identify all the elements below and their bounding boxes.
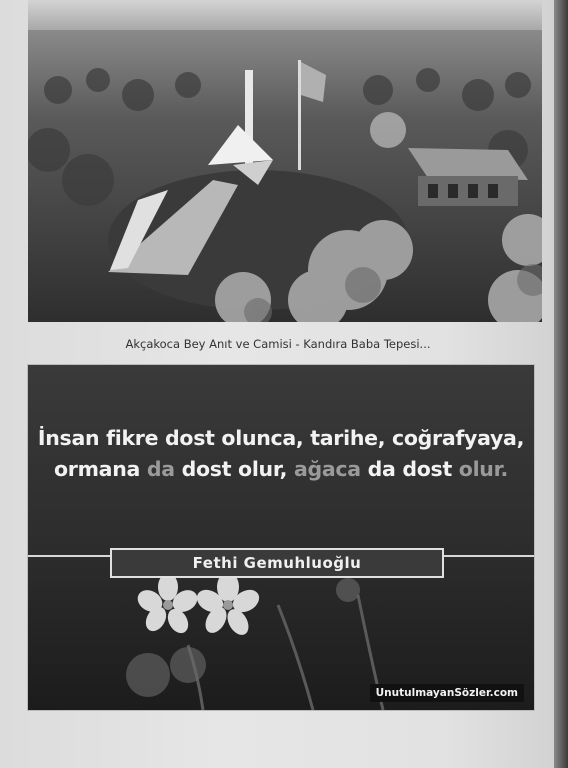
- monument-photo-art: [28, 0, 542, 322]
- quote-line-2-faded-part: olur.: [458, 457, 508, 481]
- quote-line-2: [28, 454, 534, 485]
- source-watermark: UnutulmayanSözler.com: [370, 684, 524, 702]
- book-spine-shadow: [554, 0, 568, 768]
- quote-line-2-faded-part: ağaca: [293, 457, 361, 481]
- quote-author: Fethi Gemuhluoğlu: [110, 548, 444, 578]
- quote-card: [28, 365, 534, 710]
- quote-line-2-part: dost olur,: [174, 457, 294, 481]
- quote-line-2-part: da dost: [360, 457, 459, 481]
- quote-text: [28, 423, 534, 485]
- quote-card-background: [28, 365, 534, 710]
- quote-line-2-faded-part: da: [146, 457, 175, 481]
- monument-photo: [28, 0, 542, 322]
- quote-line-2-part: ormana: [54, 457, 147, 481]
- quote-line-1: İnsan fikre dost olunca, tarihe, coğrafyaya,: [37, 426, 525, 450]
- photo-caption: Akçakoca Bey Anıt ve Camisi - Kandıra Baba Tepesi...: [125, 337, 431, 351]
